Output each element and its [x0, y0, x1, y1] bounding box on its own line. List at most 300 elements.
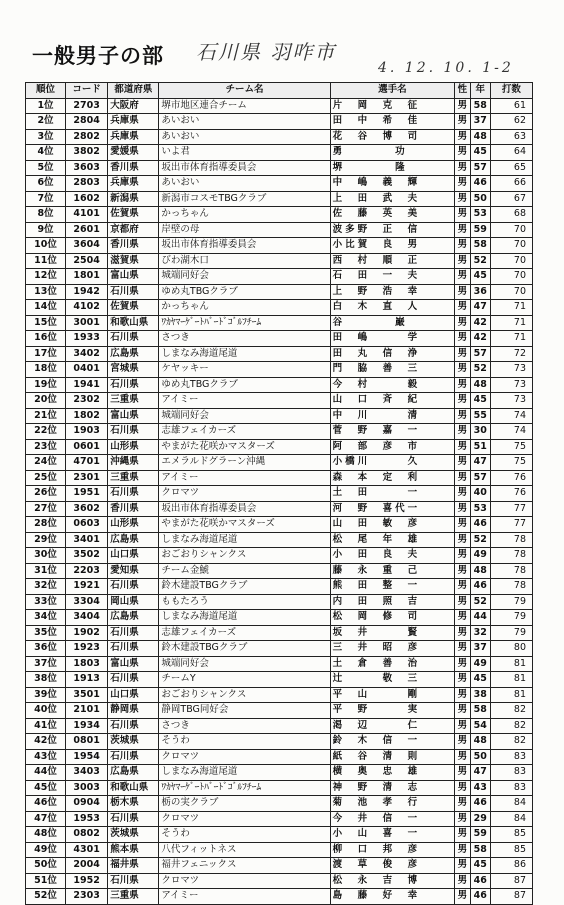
cell-player: 中 川 清: [330, 408, 455, 424]
cell-age: 50: [470, 191, 490, 207]
cell-sex: 男: [455, 625, 471, 641]
cell-player: 山 田 敏 彦: [330, 517, 455, 533]
table-row: [26, 145, 533, 161]
cell-sex: 男: [455, 176, 471, 192]
cell-age: 45: [470, 672, 490, 688]
cell-rank: 46位: [26, 796, 66, 812]
cell-team: おごおりシャンクス: [159, 687, 330, 703]
cell-team: あいおい: [159, 114, 330, 130]
cell-sex: 男: [455, 377, 471, 393]
table-row: [26, 408, 533, 424]
cell-sex: 男: [455, 470, 471, 486]
cell-strokes: 73: [490, 377, 532, 393]
cell-code: 1913: [66, 672, 108, 688]
table-row: [26, 346, 533, 362]
table-row: [26, 331, 533, 347]
cell-strokes: 82: [490, 734, 532, 750]
cell-strokes: 65: [490, 160, 532, 176]
table-row: [26, 300, 533, 316]
cell-strokes: 76: [490, 486, 532, 502]
cell-strokes: 85: [490, 827, 532, 843]
cell-prefecture: 愛媛県: [108, 145, 159, 161]
cell-player: 松 永 吉 博: [330, 873, 455, 889]
cell-rank: 32位: [26, 579, 66, 595]
cell-age: 55: [470, 408, 490, 424]
cell-player: 紙 谷 清 則: [330, 749, 455, 765]
cell-sex: 男: [455, 656, 471, 672]
cell-team: そうわ: [159, 734, 330, 750]
cell-rank: 40位: [26, 703, 66, 719]
cell-age: 45: [470, 858, 490, 874]
table-row: [26, 749, 533, 765]
cell-player: 白 木 直 人: [330, 300, 455, 316]
table-row: [26, 207, 533, 223]
table-row: [26, 470, 533, 486]
cell-player: 田 中 希 佳: [330, 114, 455, 130]
cell-rank: 5位: [26, 160, 66, 176]
cell-rank: 26位: [26, 486, 66, 502]
cell-age: 46: [470, 873, 490, 889]
cell-code: 0802: [66, 827, 108, 843]
cell-prefecture: 佐賀県: [108, 300, 159, 316]
cell-code: 1802: [66, 408, 108, 424]
cell-rank: 44位: [26, 765, 66, 781]
cell-age: 40: [470, 486, 490, 502]
cell-age: 29: [470, 811, 490, 827]
cell-code: 2504: [66, 253, 108, 269]
cell-sex: 男: [455, 191, 471, 207]
cell-sex: 男: [455, 300, 471, 316]
table-row: [26, 315, 533, 331]
cell-rank: 13位: [26, 284, 66, 300]
cell-code: 3403: [66, 765, 108, 781]
cell-team: ゆめ丸TBGクラブ: [159, 377, 330, 393]
cell-prefecture: 石川県: [108, 331, 159, 347]
cell-team: チーム金鯱: [159, 563, 330, 579]
table-row: [26, 129, 533, 145]
cell-age: 57: [470, 160, 490, 176]
cell-rank: 9位: [26, 222, 66, 238]
cell-player: 上 野 浩 幸: [330, 284, 455, 300]
cell-sex: 男: [455, 408, 471, 424]
cell-strokes: 78: [490, 563, 532, 579]
cell-strokes: 70: [490, 222, 532, 238]
cell-sex: 男: [455, 98, 471, 114]
cell-code: 3501: [66, 687, 108, 703]
cell-player: 勇 功: [330, 145, 455, 161]
cell-age: 37: [470, 114, 490, 130]
table-row: [26, 687, 533, 703]
cell-prefecture: 広島県: [108, 765, 159, 781]
cell-team: あいおい: [159, 176, 330, 192]
cell-team: チームY: [159, 672, 330, 688]
cell-player: 田 嶋 学: [330, 331, 455, 347]
cell-rank: 51位: [26, 873, 66, 889]
cell-rank: 20位: [26, 393, 66, 409]
cell-prefecture: 宮城県: [108, 362, 159, 378]
cell-team: アイミー: [159, 393, 330, 409]
cell-strokes: 77: [490, 501, 532, 517]
cell-prefecture: 富山県: [108, 269, 159, 285]
cell-strokes: 70: [490, 238, 532, 254]
cell-age: 48: [470, 377, 490, 393]
cell-prefecture: 和歌山県: [108, 315, 159, 331]
cell-strokes: 85: [490, 842, 532, 858]
cell-age: 46: [470, 517, 490, 533]
cell-rank: 47位: [26, 811, 66, 827]
cell-sex: 男: [455, 796, 471, 812]
cell-age: 48: [470, 734, 490, 750]
cell-prefecture: 広島県: [108, 610, 159, 626]
table-row: [26, 439, 533, 455]
table-row: [26, 594, 533, 610]
cell-code: 4701: [66, 455, 108, 471]
cell-player: 谷 巌: [330, 315, 455, 331]
cell-player: 横 奥 忠 雄: [330, 765, 455, 781]
table-row: [26, 191, 533, 207]
cell-sex: 男: [455, 548, 471, 564]
cell-rank: 36位: [26, 641, 66, 657]
table-row: [26, 548, 533, 564]
cell-prefecture: 沖縄県: [108, 455, 159, 471]
cell-prefecture: 香川県: [108, 238, 159, 254]
cell-team: しまなみ海道尾道: [159, 765, 330, 781]
cell-strokes: 75: [490, 455, 532, 471]
cell-player: 小比賀 良 男: [330, 238, 455, 254]
cell-team: 福井フェニックス: [159, 858, 330, 874]
cell-sex: 男: [455, 145, 471, 161]
cell-player: 坂 井 賢: [330, 625, 455, 641]
cell-team: 城端同好会: [159, 656, 330, 672]
cell-age: 47: [470, 300, 490, 316]
cell-team: 坂出市体育指導委員会: [159, 238, 330, 254]
cell-player: 辻 敬 三: [330, 672, 455, 688]
cell-sex: 男: [455, 315, 471, 331]
cell-team: 岸壁の母: [159, 222, 330, 238]
cell-strokes: 75: [490, 439, 532, 455]
cell-strokes: 86: [490, 858, 532, 874]
cell-code: 3602: [66, 501, 108, 517]
cell-code: 1952: [66, 873, 108, 889]
cell-sex: 男: [455, 160, 471, 176]
cell-code: 3604: [66, 238, 108, 254]
cell-rank: 21位: [26, 408, 66, 424]
cell-prefecture: 佐賀県: [108, 207, 159, 223]
cell-age: 42: [470, 315, 490, 331]
cell-team: ケヤッキー: [159, 362, 330, 378]
table-row: [26, 873, 533, 889]
cell-prefecture: 岡山県: [108, 594, 159, 610]
cell-team: 城端同好会: [159, 269, 330, 285]
cell-code: 2803: [66, 176, 108, 192]
table-row: [26, 253, 533, 269]
results-table: [25, 82, 533, 905]
cell-strokes: 76: [490, 470, 532, 486]
cell-prefecture: 広島県: [108, 532, 159, 548]
cell-sex: 男: [455, 842, 471, 858]
table-header-row: [26, 83, 533, 99]
cell-age: 58: [470, 238, 490, 254]
table-row: [26, 672, 533, 688]
cell-rank: 3位: [26, 129, 66, 145]
cell-code: 2804: [66, 114, 108, 130]
cell-team: 城端同好会: [159, 408, 330, 424]
table-row: [26, 393, 533, 409]
cell-code: 3003: [66, 780, 108, 796]
table-row: [26, 858, 533, 874]
cell-age: 30: [470, 424, 490, 440]
cell-prefecture: 和歌山県: [108, 780, 159, 796]
cell-strokes: 78: [490, 579, 532, 595]
cell-rank: 48位: [26, 827, 66, 843]
cell-player: 熊 田 整 一: [330, 579, 455, 595]
table-row: [26, 486, 533, 502]
cell-player: 佐 藤 英 美: [330, 207, 455, 223]
cell-player: 小橋川 久: [330, 455, 455, 471]
cell-code: 1933: [66, 331, 108, 347]
header-sex: 性: [455, 83, 471, 99]
cell-player: 鈴 木 信 一: [330, 734, 455, 750]
cell-age: 46: [470, 176, 490, 192]
cell-sex: 男: [455, 889, 471, 905]
cell-prefecture: 山口県: [108, 548, 159, 564]
cell-strokes: 64: [490, 145, 532, 161]
cell-player: 片 岡 克 征: [330, 98, 455, 114]
cell-prefecture: 香川県: [108, 501, 159, 517]
cell-player: 神 野 清 志: [330, 780, 455, 796]
cell-rank: 34位: [26, 610, 66, 626]
cell-rank: 35位: [26, 625, 66, 641]
cell-prefecture: 香川県: [108, 160, 159, 176]
cell-prefecture: 石川県: [108, 811, 159, 827]
cell-player: 阿 部 彦 市: [330, 439, 455, 455]
cell-team: ﾜｶﾔﾏｰｹﾞｰﾄﾊﾞｰﾄﾞｺﾞﾙﾌﾁｰﾑ: [159, 780, 330, 796]
cell-rank: 10位: [26, 238, 66, 254]
cell-code: 4301: [66, 842, 108, 858]
cell-prefecture: 兵庫県: [108, 114, 159, 130]
cell-strokes: 82: [490, 703, 532, 719]
cell-rank: 43位: [26, 749, 66, 765]
table-row: [26, 269, 533, 285]
cell-code: 3304: [66, 594, 108, 610]
cell-age: 57: [470, 346, 490, 362]
cell-strokes: 78: [490, 532, 532, 548]
cell-strokes: 74: [490, 408, 532, 424]
cell-prefecture: 兵庫県: [108, 129, 159, 145]
cell-age: 59: [470, 827, 490, 843]
header-code: コード: [66, 83, 108, 99]
cell-team: かっちゃん: [159, 300, 330, 316]
cell-strokes: 77: [490, 517, 532, 533]
cell-rank: 39位: [26, 687, 66, 703]
cell-age: 42: [470, 331, 490, 347]
cell-code: 1803: [66, 656, 108, 672]
table-row: [26, 501, 533, 517]
cell-age: 59: [470, 222, 490, 238]
cell-team: ももたろう: [159, 594, 330, 610]
cell-code: 2703: [66, 98, 108, 114]
cell-age: 45: [470, 145, 490, 161]
cell-rank: 19位: [26, 377, 66, 393]
cell-age: 52: [470, 594, 490, 610]
cell-age: 36: [470, 284, 490, 300]
cell-sex: 男: [455, 641, 471, 657]
table-row: [26, 703, 533, 719]
cell-sex: 男: [455, 346, 471, 362]
cell-age: 45: [470, 393, 490, 409]
cell-player: 小 山 喜 一: [330, 827, 455, 843]
table-body: [26, 98, 533, 904]
table-row: [26, 718, 533, 734]
cell-player: 上 田 武 夫: [330, 191, 455, 207]
cell-code: 3603: [66, 160, 108, 176]
cell-prefecture: 石川県: [108, 284, 159, 300]
cell-strokes: 73: [490, 393, 532, 409]
cell-player: 土 田 一: [330, 486, 455, 502]
cell-sex: 男: [455, 703, 471, 719]
cell-age: 49: [470, 656, 490, 672]
cell-rank: 50位: [26, 858, 66, 874]
cell-strokes: 62: [490, 114, 532, 130]
cell-code: 2301: [66, 470, 108, 486]
cell-prefecture: 山形県: [108, 439, 159, 455]
cell-code: 2101: [66, 703, 108, 719]
cell-code: 1902: [66, 625, 108, 641]
cell-age: 52: [470, 532, 490, 548]
cell-age: 51: [470, 439, 490, 455]
table-row: [26, 796, 533, 812]
cell-strokes: 80: [490, 641, 532, 657]
cell-player: 堺 隆: [330, 160, 455, 176]
cell-code: 0603: [66, 517, 108, 533]
cell-player: 松 岡 修 司: [330, 610, 455, 626]
table-row: [26, 811, 533, 827]
cell-player: 菅 野 嘉 一: [330, 424, 455, 440]
cell-rank: 8位: [26, 207, 66, 223]
cell-player: 渇 辺 仁: [330, 718, 455, 734]
cell-sex: 男: [455, 222, 471, 238]
cell-player: 平 野 実: [330, 703, 455, 719]
cell-code: 1921: [66, 579, 108, 595]
cell-strokes: 84: [490, 796, 532, 812]
cell-strokes: 79: [490, 594, 532, 610]
cell-sex: 男: [455, 439, 471, 455]
cell-strokes: 63: [490, 129, 532, 145]
cell-player: 中 嶋 義 輝: [330, 176, 455, 192]
cell-team: クロマツ: [159, 749, 330, 765]
cell-player: 今 村 毅: [330, 377, 455, 393]
cell-prefecture: 石川県: [108, 486, 159, 502]
cell-rank: 22位: [26, 424, 66, 440]
header-strokes: 打数: [490, 83, 532, 99]
cell-code: 0401: [66, 362, 108, 378]
cell-rank: 49位: [26, 842, 66, 858]
cell-team: 坂出市体育指導委員会: [159, 501, 330, 517]
cell-rank: 7位: [26, 191, 66, 207]
cell-player: 柳 口 邦 彦: [330, 842, 455, 858]
cell-code: 3502: [66, 548, 108, 564]
cell-code: 1923: [66, 641, 108, 657]
page-title: 一般男子の部: [32, 44, 164, 68]
table-row: [26, 610, 533, 626]
cell-prefecture: 新潟県: [108, 191, 159, 207]
cell-code: 2004: [66, 858, 108, 874]
cell-strokes: 73: [490, 362, 532, 378]
cell-team: そうわ: [159, 827, 330, 843]
table-row: [26, 377, 533, 393]
cell-sex: 男: [455, 532, 471, 548]
cell-sex: 男: [455, 765, 471, 781]
cell-team: アイミー: [159, 889, 330, 905]
cell-player: 内 田 照 吉: [330, 594, 455, 610]
cell-age: 45: [470, 269, 490, 285]
cell-player: 松 尾 年 雄: [330, 532, 455, 548]
cell-player: 藤 永 重 己: [330, 563, 455, 579]
cell-rank: 17位: [26, 346, 66, 362]
cell-team: あいおい: [159, 129, 330, 145]
cell-team: しまなみ海道尾道: [159, 532, 330, 548]
cell-prefecture: 三重県: [108, 470, 159, 486]
cell-prefecture: 石川県: [108, 625, 159, 641]
cell-prefecture: 三重県: [108, 393, 159, 409]
cell-age: 58: [470, 842, 490, 858]
cell-team: クロマツ: [159, 873, 330, 889]
cell-sex: 男: [455, 687, 471, 703]
cell-team: ﾜｶﾔﾏｰｹﾞｰﾄﾊﾞｰﾄﾞｺﾞﾙﾌﾁｰﾑ: [159, 315, 330, 331]
cell-code: 1934: [66, 718, 108, 734]
table-row: [26, 532, 533, 548]
cell-rank: 6位: [26, 176, 66, 192]
cell-strokes: 70: [490, 253, 532, 269]
cell-strokes: 87: [490, 889, 532, 905]
cell-team: やまがた花咲かマスターズ: [159, 517, 330, 533]
cell-prefecture: 石川県: [108, 424, 159, 440]
table-row: [26, 734, 533, 750]
cell-age: 50: [470, 749, 490, 765]
cell-code: 1903: [66, 424, 108, 440]
cell-sex: 男: [455, 501, 471, 517]
table-row: [26, 842, 533, 858]
cell-rank: 23位: [26, 439, 66, 455]
header-age: 年: [470, 83, 490, 99]
cell-age: 47: [470, 455, 490, 471]
cell-sex: 男: [455, 284, 471, 300]
cell-sex: 男: [455, 734, 471, 750]
cell-strokes: 81: [490, 672, 532, 688]
cell-rank: 1位: [26, 98, 66, 114]
header-team: チーム名: [159, 83, 330, 99]
cell-code: 0601: [66, 439, 108, 455]
header-prefecture: 都道府県: [108, 83, 159, 99]
table-row: [26, 641, 533, 657]
cell-rank: 4位: [26, 145, 66, 161]
cell-sex: 男: [455, 718, 471, 734]
cell-strokes: 83: [490, 749, 532, 765]
cell-age: 49: [470, 548, 490, 564]
table-row: [26, 98, 533, 114]
table-row: [26, 780, 533, 796]
table-row: [26, 625, 533, 641]
cell-rank: 24位: [26, 455, 66, 471]
cell-code: 1602: [66, 191, 108, 207]
cell-prefecture: 山口県: [108, 687, 159, 703]
cell-sex: 男: [455, 594, 471, 610]
cell-prefecture: 大阪府: [108, 98, 159, 114]
cell-player: 三 井 昭 彦: [330, 641, 455, 657]
cell-rank: 38位: [26, 672, 66, 688]
cell-prefecture: 石川県: [108, 579, 159, 595]
cell-age: 47: [470, 765, 490, 781]
